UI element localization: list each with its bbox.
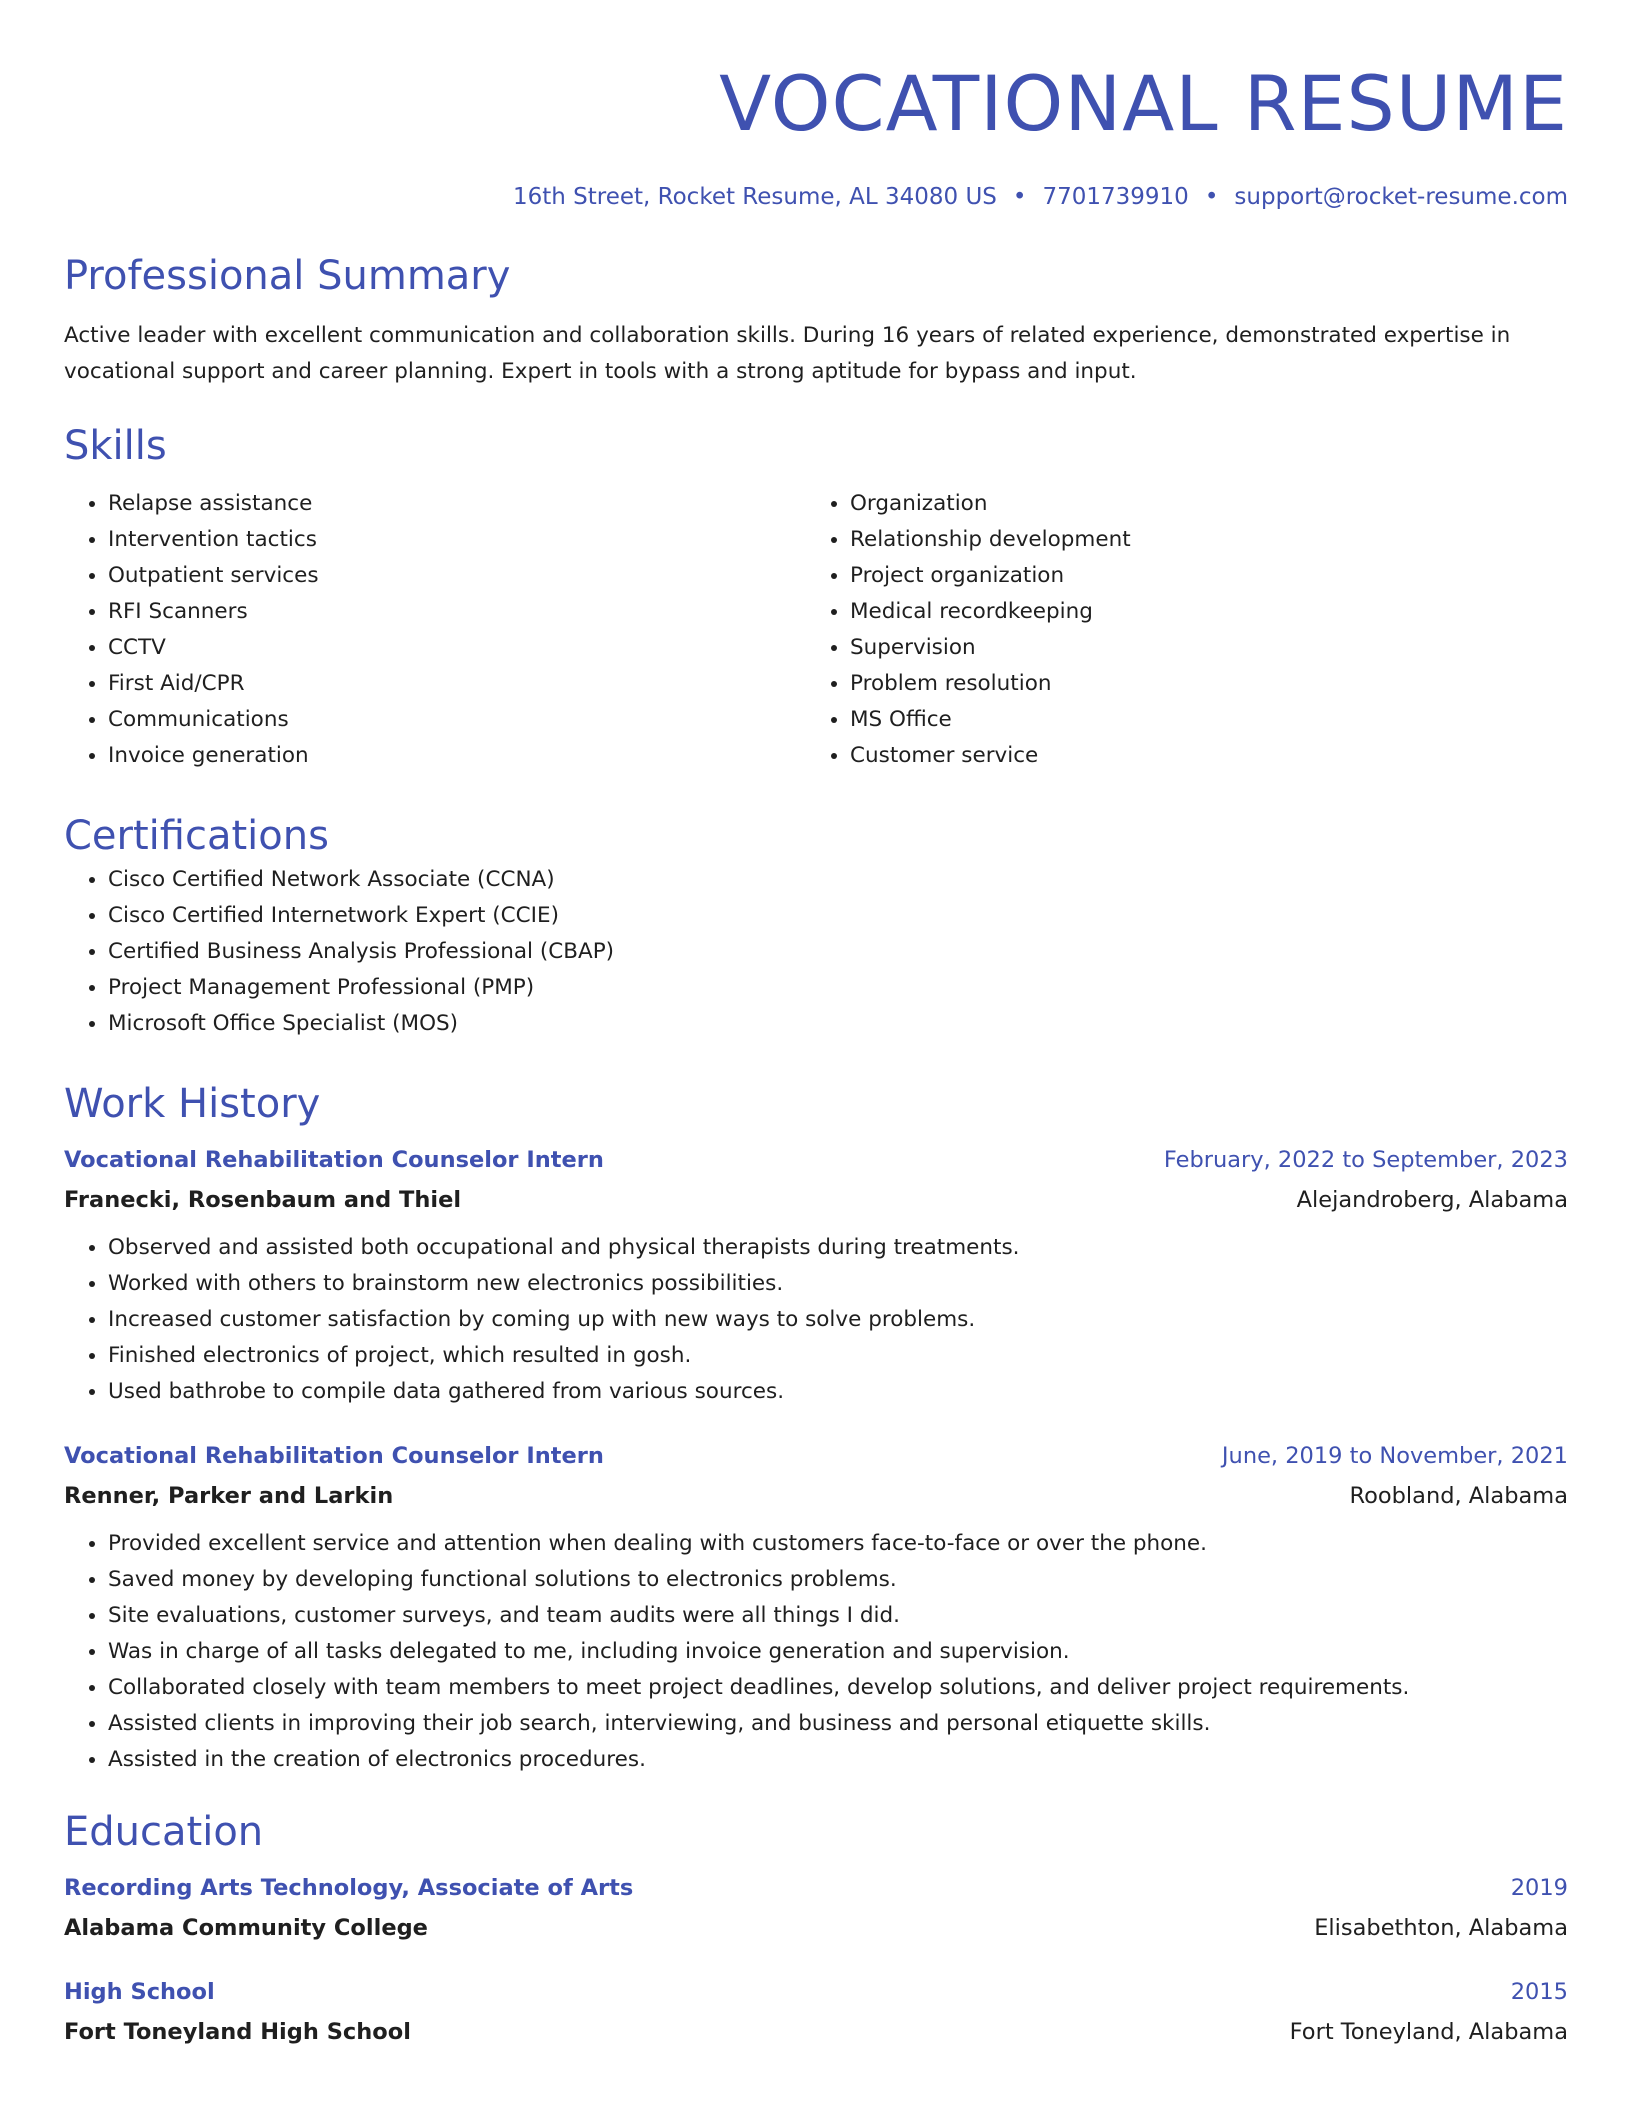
- education-location: Elisabethton, Alabama: [1314, 1915, 1568, 1941]
- education-location: Fort Toneyland, Alabama: [1289, 2019, 1568, 2045]
- skills-list-left: [64, 486, 806, 774]
- skills-columns: [64, 486, 1568, 774]
- job-duty: • Finished electronics of project, which resulted in gosh.: [108, 1338, 1568, 1374]
- job-role: Vocational Rehabilitation Counselor Intern: [64, 1443, 604, 1469]
- education-header-row: [64, 1972, 1568, 2012]
- job-company: Renner, Parker and Larkin: [64, 1483, 394, 1509]
- work-history-section: [64, 1078, 1568, 1778]
- education-entry: [64, 1868, 1568, 1948]
- job-duty: • Increased customer satisfaction by coming up with new ways to solve problems.: [108, 1302, 1568, 1338]
- skill-item: • Communications: [108, 702, 806, 738]
- skill-item: • Relationship development: [850, 522, 1548, 558]
- education-school: Fort Toneyland High School: [64, 2019, 411, 2045]
- certification-item: • Project Management Professional (PMP): [108, 970, 1568, 1006]
- job-location: Alejandroberg, Alabama: [1296, 1187, 1568, 1213]
- skills-column-right: [806, 486, 1548, 774]
- education-year: 2019: [1510, 1875, 1568, 1901]
- summary-section: [64, 250, 1568, 390]
- job-duty: • Site evaluations, customer surveys, and team audits were all things I did.: [108, 1598, 1568, 1634]
- contact-line: [64, 182, 1568, 212]
- certification-item: • Microsoft Office Specialist (MOS): [108, 1006, 1568, 1042]
- skill-item: • Intervention tactics: [108, 522, 806, 558]
- education-header-row: [64, 1868, 1568, 1908]
- job-location: Roobland, Alabama: [1349, 1483, 1568, 1509]
- job-duty: • Saved money by developing functional solutions to electronics problems.: [108, 1562, 1568, 1598]
- skill-item: • Organization: [850, 486, 1548, 522]
- skill-item: • Problem resolution: [850, 666, 1548, 702]
- certification-item: • Cisco Certified Internetwork Expert (CCIE): [108, 898, 1568, 934]
- summary-title: Professional Summary: [64, 253, 511, 299]
- job-dates: February, 2022 to September, 2023: [1163, 1147, 1568, 1173]
- education-year: 2015: [1510, 1979, 1568, 2005]
- job-header-row: [64, 1436, 1568, 1476]
- job-company-row: [64, 1180, 1568, 1220]
- skill-item: • Customer service: [850, 738, 1548, 774]
- resume-name: VOCATIONAL RESUME: [719, 59, 1568, 148]
- certifications-title: Certifications: [64, 813, 329, 859]
- skills-column-left: [64, 486, 806, 774]
- summary-text: Active leader with excellent communication and collaboration skills. During 16 years of related experience, demonstrated expertise in vocational support and career planning. Expert in tools with a strong aptitude for bypass and input.: [64, 323, 1511, 384]
- skill-item: • Invoice generation: [108, 738, 806, 774]
- job-dates: June, 2019 to November, 2021: [1221, 1443, 1568, 1469]
- job-duty: • Used bathrobe to compile data gathered from various sources.: [108, 1374, 1568, 1410]
- job-entry: [64, 1436, 1568, 1778]
- job-duty: • Was in charge of all tasks delegated to me, including invoice generation and supervision.: [108, 1634, 1568, 1670]
- education-school: Alabama Community College: [64, 1915, 428, 1941]
- job-duty: • Provided excellent service and attention when dealing with customers face-to-face or over the phone.: [108, 1526, 1568, 1562]
- education-degree: High School: [64, 1979, 215, 2005]
- job-duty: • Worked with others to brainstorm new electronics possibilities.: [108, 1266, 1568, 1302]
- skill-item: • Supervision: [850, 630, 1548, 666]
- skill-item: • RFI Scanners: [108, 594, 806, 630]
- job-duties-list: [64, 1230, 1568, 1410]
- contact-address: 16th Street, Rocket Resume, AL 34080 US: [512, 184, 997, 210]
- certifications-list: [64, 862, 1568, 1042]
- job-role: Vocational Rehabilitation Counselor Intern: [64, 1147, 604, 1173]
- skill-item: • Medical recordkeeping: [850, 594, 1548, 630]
- education-entry: [64, 1972, 1568, 2052]
- contact-email: support@rocket-resume.com: [1234, 184, 1568, 210]
- contact-separator: •: [1012, 184, 1027, 210]
- job-duty: • Observed and assisted both occupational and physical therapists during treatments.: [108, 1230, 1568, 1266]
- job-company-row: [64, 1476, 1568, 1516]
- job-company: Franecki, Rosenbaum and Thiel: [64, 1187, 462, 1213]
- skill-item: • Project organization: [850, 558, 1548, 594]
- certification-item: • Cisco Certified Network Associate (CCNA): [108, 862, 1568, 898]
- education-school-row: [64, 1908, 1568, 1948]
- education-section: [64, 1806, 1568, 2052]
- contact-phone: 7701739910: [1042, 184, 1189, 210]
- job-duty: • Assisted clients in improving their job search, interviewing, and business and personal etiquette skills.: [108, 1706, 1568, 1742]
- job-header-row: [64, 1140, 1568, 1180]
- skills-section: [64, 420, 1568, 774]
- skill-item: • Relapse assistance: [108, 486, 806, 522]
- skill-item: • First Aid/CPR: [108, 666, 806, 702]
- skill-item: • CCTV: [108, 630, 806, 666]
- education-title: Education: [64, 1809, 264, 1855]
- job-duty: • Assisted in the creation of electronics procedures.: [108, 1742, 1568, 1778]
- education-degree: Recording Arts Technology, Associate of Arts: [64, 1875, 634, 1901]
- certification-item: • Certified Business Analysis Professional (CBAP): [108, 934, 1568, 970]
- job-duty: • Collaborated closely with team members to meet project deadlines, develop solutions, and deliver project requirements.: [108, 1670, 1568, 1706]
- education-school-row: [64, 2012, 1568, 2052]
- certifications-section: [64, 810, 1568, 1042]
- job-duties-list: [64, 1526, 1568, 1778]
- job-entry: [64, 1140, 1568, 1410]
- skills-title: Skills: [64, 423, 167, 469]
- work-history-title: Work History: [64, 1081, 321, 1127]
- skill-item: • MS Office: [850, 702, 1548, 738]
- skills-list-right: [806, 486, 1548, 774]
- contact-separator: •: [1204, 184, 1219, 210]
- skill-item: • Outpatient services: [108, 558, 806, 594]
